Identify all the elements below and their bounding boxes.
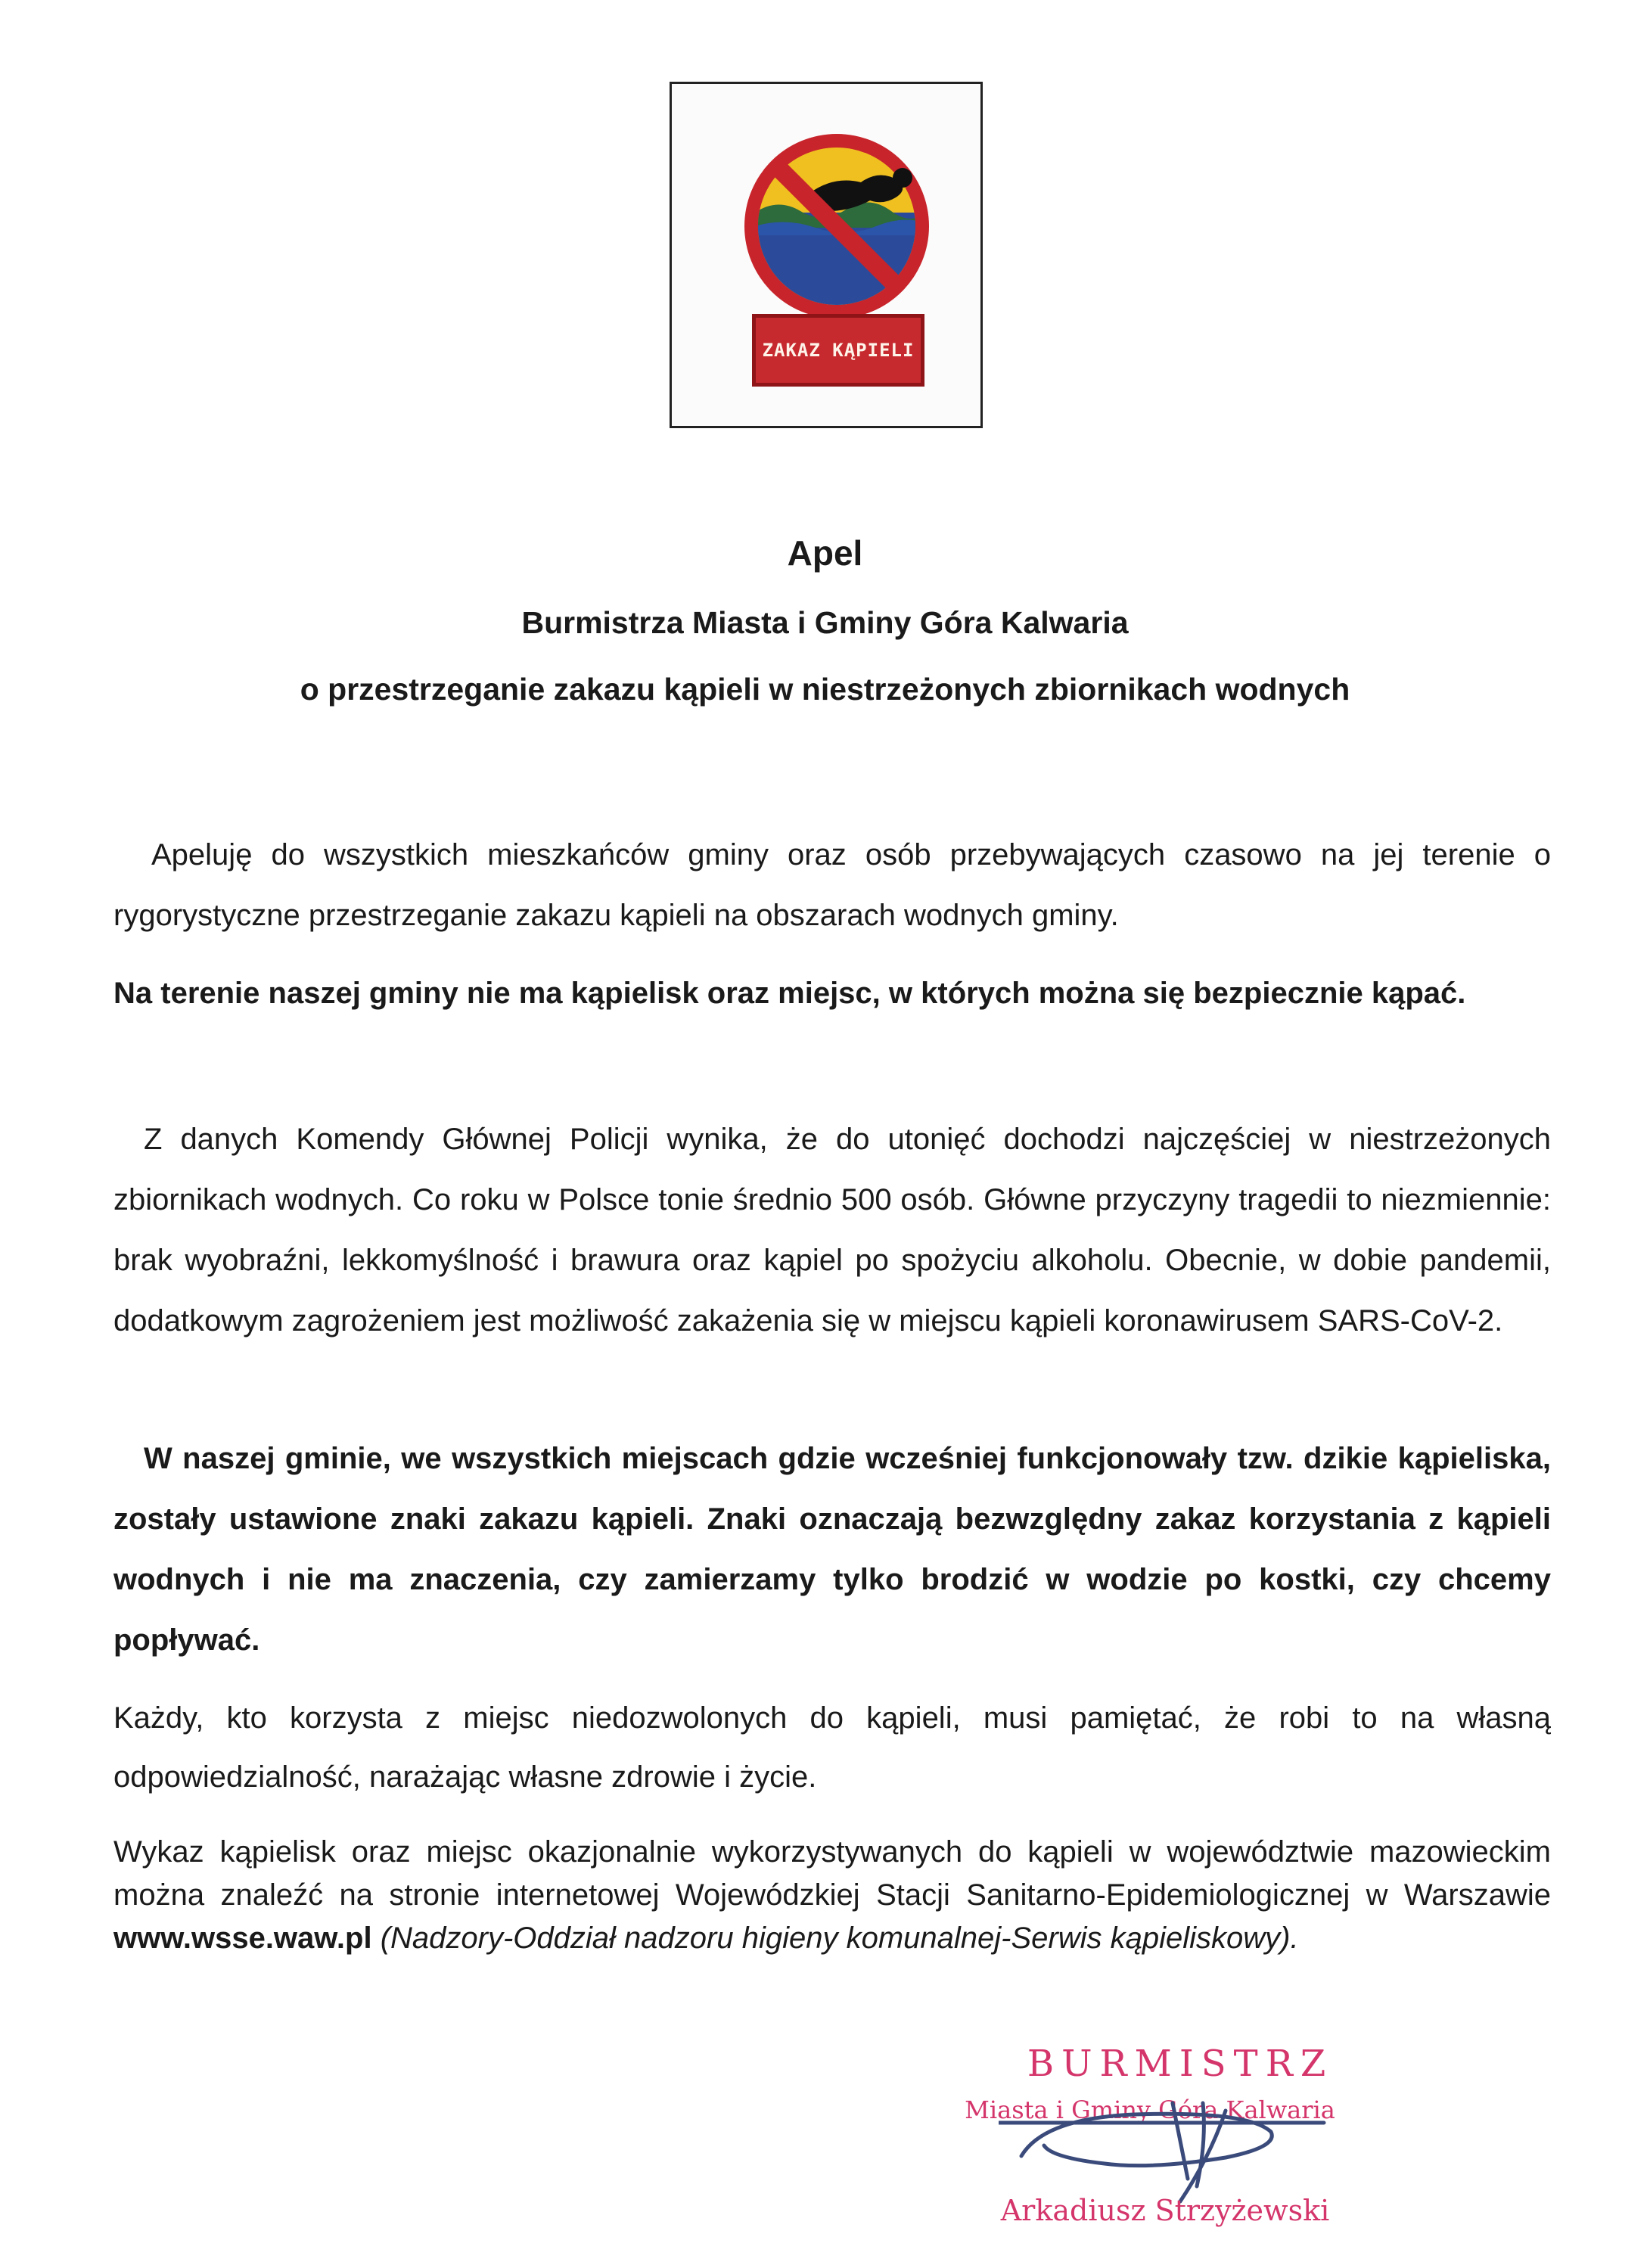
beach-list-note: (Nadzory-Oddział nadzoru higieny komunalnej-Serwis kąpieliskowy). <box>371 1922 1299 1955</box>
beach-list-text: Wykaz kąpielisk oraz miejsc okazjonalnie wykorzystywanych do kąpieli w województwie mazowieckim można znaleźć na stronie internetowej Wojewódzkiej Stacji Sanitarno-Epidemiologicznej w Warszawie <box>113 1835 1551 1912</box>
mayor-name: Arkadiusz Strzyżewski <box>1000 2194 1330 2227</box>
paragraph-no-beaches: Na terenie naszej gminy nie ma kąpielisk oraz miejsc, w których można się bezpiecznie kąpać. <box>113 977 1466 1010</box>
paragraph-police-data: Z danych Komendy Głównej Policji wynika, że do utonięć dochodzi najczęściej w niestrzeżonych zbiornikach wodnych. Co roku w Polsce tonie średnio 500 osób. Główne przyczyny tragedii to niezmiennie: brak wyobraźni, lekkomyślność i brawura oraz kąpiel po spożyciu alkoholu. Obecnie, w dobie pandemii, dodatkowym zagrożeniem jest możliwość zakażenia się w miejscu kąpieli koronawirusem SARS-CoV-2. <box>113 1123 1551 1337</box>
paragraph-appeal: Apeluję do wszystkich mieszkańców gminy oraz osób przebywających czasowo na jej terenie o rygorystyczne przestrzeganie zakazu kąpieli na obszarach wodnych gminy. <box>113 838 1551 932</box>
no-swimming-sign-photo <box>670 82 983 428</box>
paragraph-responsibility: Każdy, kto korzysta z miejsc niedozwolonych do kąpieli, musi pamiętać, że robi to na własną odpowiedzialność, narażając własne zdrowie i życie. <box>113 1701 1551 1794</box>
sign-caption-plate <box>752 314 924 387</box>
sign-caption: ZAKAZ KĄPIELI <box>762 340 915 361</box>
paragraph-signs: W naszej gminie, we wszystkich miejscach gdzie wcześniej funkcjonowały tzw. dzikie kąpieliska, zostały ustawione znaki zakazu kąpieli. Znaki oznaczają bezwzględny zakaz korzystania z kąpieli wodnych i nie ma znaczenia, czy zamierzamy tylko brodzić w wodzie po kostki, czy chcemy popływać. <box>113 1442 1551 1657</box>
mayor-stamp <box>938 2043 1362 2254</box>
handwritten-signature <box>999 2073 1331 2209</box>
document-subject: o przestrzeganie zakazu kąpieli w niestrzeżonych zbiornikach wodnych <box>300 672 1350 707</box>
wsse-link[interactable]: www.wsse.waw.pl <box>113 1922 372 1955</box>
stamp-office: Miasta i Gminy Góra Kalwaria <box>965 2096 1335 2124</box>
paragraph-beach-list <box>113 1831 1551 1960</box>
stamp-title: BURMISTRZ <box>1027 2043 1334 2085</box>
document-subtitle: Burmistrza Miasta i Gminy Góra Kalwaria <box>521 605 1129 640</box>
document-title: Apel <box>787 533 863 573</box>
